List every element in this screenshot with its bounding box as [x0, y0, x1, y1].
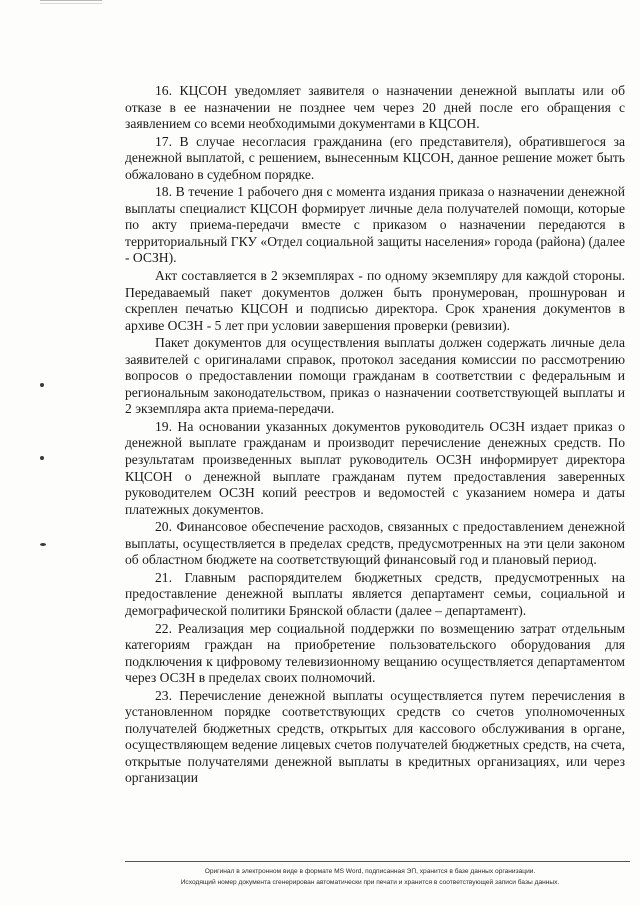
scan-dot-mark: [40, 383, 44, 387]
paragraph-22: 22. Реализация мер социальной поддержки по возмещению затрат отдельным категориям граждан на приобретение пользовательского оборудования для подключения к цифровому телевизионному вещанию осуществляется департаментом через ОСЗН в пределах своих полномочий.: [125, 620, 625, 686]
paragraph-16: 16. КЦСОН уведомляет заявителя о назначении денежной выплаты или об отказе в ее назначении не позднее чем через 20 дней после его обращения с заявлением со всеми необходимыми документами в КЦСОН.: [125, 83, 625, 132]
paragraph-17: 17. В случае несогласия гражданина (его представителя), обратившегося за денежной выплатой, с решением, вынесенным КЦСОН, данное решение может быть обжаловано в судебном порядке.: [125, 133, 625, 182]
paragraph-19: 19. На основании указанных документов руководитель ОСЗН издает приказ о денежной выплате гражданам и производит перечисление денежных средств. По результатам произведенных выплат руководитель ОСЗН информирует директора КЦСОН о денежной выплате гражданам путем предоставления заверенных руководителем ОСЗН копий реестров и ведомостей с указанием номера и даты платежных документов.: [125, 418, 625, 517]
footer-line-original: Оригинал в электронном виде в формате MS Word, подписанная ЭП, хранится в базе данных организации.: [204, 868, 536, 875]
footer-line-number: Исходящий номер документа сгенерирован автоматически при печати и хранится в соответствующей записи базы данных.: [180, 879, 560, 886]
scan-dot-mark: [40, 456, 44, 460]
paragraph-act: Акт составляется в 2 экземплярах - по одному экземпляру для каждой стороны. Передаваемый пакет документов должен быть пронумерован, прошнурован и скреплен печатью КЦСОН и подписью директора. Срок хранения документов в архиве ОСЗН - 5 лет при условии завершения проверки (ревизии).: [125, 268, 625, 333]
paragraph-23: 23. Перечисление денежной выплаты осуществляется путем перечисления в установленном порядке соответствующих средств со счетов уполномоченных получателей бюджетных средств, открытых для кассового обслуживания в органе, осуществляющем ведение лицевых счетов получателей бюджетных средств, на счета, открытые получателями денежной выплаты в кредитных организациях, или через организации: [125, 687, 625, 786]
document-body: [125, 83, 625, 787]
scan-edge-mark: [40, 0, 102, 4]
paragraph-package: Пакет документов для осуществления выплаты должен содержать личные дела заявителей с оригиналами справок, протокол заседания комиссии по рассмотрению вопросов о предоставлении помощи гражданам в соответствии с федеральным и региональным законодательством, приказ о назначении соответствующей выплаты и 2 экземпляра акта приема-передачи.: [125, 335, 625, 417]
paragraph-20: 20. Финансовое обеспечение расходов, связанных с предоставлением денежной выплаты, осуществляется в пределах средств, предусмотренных на эти цели законом об областном бюджете на соответствующий финансовый год и плановый период.: [125, 519, 625, 568]
footer-divider: [125, 861, 630, 862]
scan-dot-mark: [40, 543, 46, 546]
paragraph-18: 18. В течение 1 рабочего дня с момента издания приказа о назначении денежной выплаты специалист КЦСОН формирует личные дела получателей помощи, которые по акту приема-передачи вместе с приказом о назначении передаются в территориальный ГКУ «Отдел социальной защиты населения» города (района) (далее - ОСЗН).: [125, 184, 625, 266]
document-footer: [110, 866, 630, 888]
paragraph-21: 21. Главным распорядителем бюджетных средств, предусмотренных на предоставление денежной выплаты является департамент семьи, социальной и демографической политики Брянской области (далее – департамент).: [125, 569, 625, 618]
